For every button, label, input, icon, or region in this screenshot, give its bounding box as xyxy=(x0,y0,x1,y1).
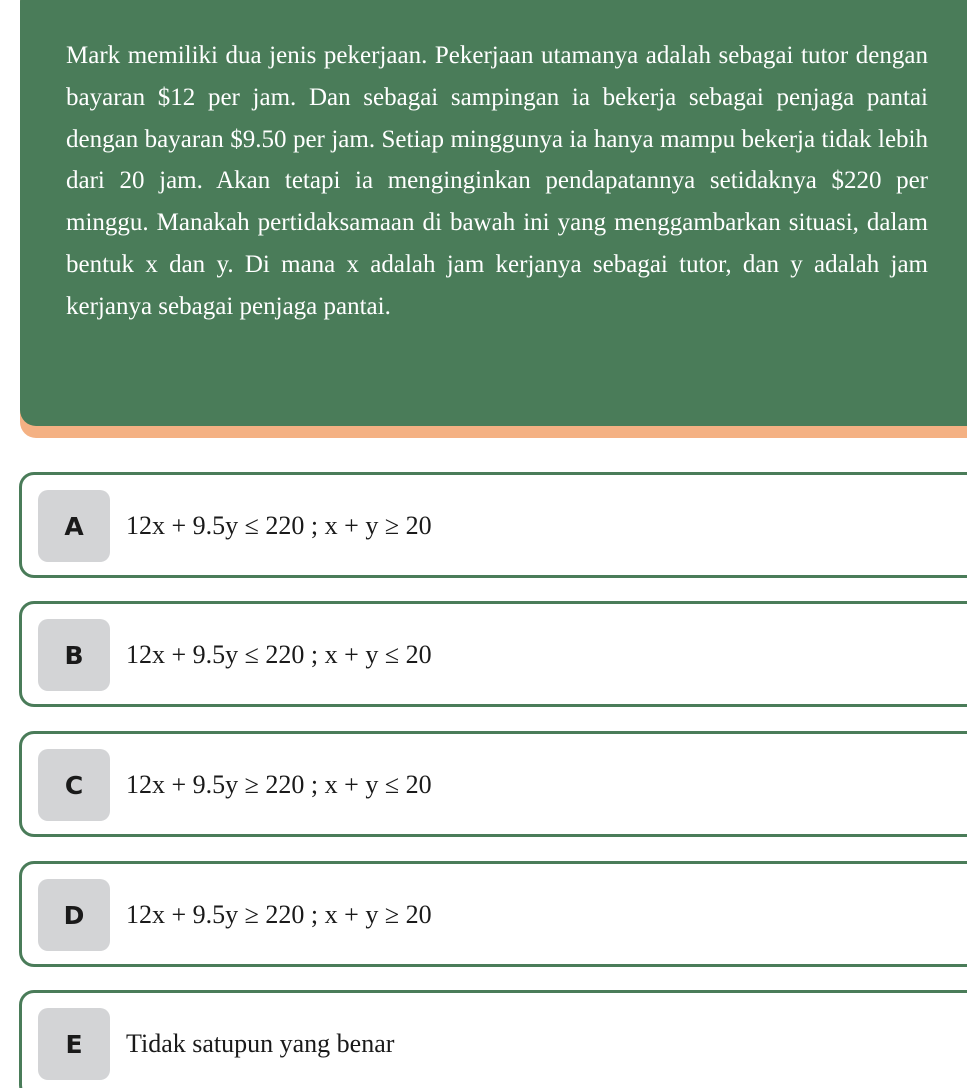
option-d[interactable] xyxy=(19,861,967,967)
option-c[interactable] xyxy=(19,731,967,837)
option-text: 12x + 9.5y ≤ 220 ; x + y ≤ 20 xyxy=(126,640,432,669)
option-b[interactable] xyxy=(19,601,967,707)
option-text: Tidak satupun yang benar xyxy=(126,1029,395,1058)
option-text: 12x + 9.5y ≤ 220 ; x + y ≥ 20 xyxy=(126,511,432,540)
option-letter: E xyxy=(38,1008,110,1080)
option-letter: D xyxy=(38,879,110,951)
option-letter: A xyxy=(38,490,110,562)
option-a[interactable] xyxy=(19,472,967,578)
question-text: Mark memiliki dua jenis pekerjaan. Pekerjaan utamanya adalah sebagai tutor dengan bayaran $12 per jam. Dan sebagai sampingan ia bekerja sebagai penjaga pantai dengan bayaran $9.50 per jam. Setiap minggunya ia hanya mampu bekerja tidak lebih dari 20 jam. Akan tetapi ia menginginkan pendapatannya setidaknya $220 per minggu. Manakah pertidaksamaan di bawah ini yang menggambarkan situasi, dalam bentuk x dan y. Di mana x adalah jam kerjanya sebagai tutor, dan y adalah jam kerjanya sebagai penjaga pantai. xyxy=(66,42,928,320)
option-e[interactable] xyxy=(19,990,967,1088)
option-letter: C xyxy=(38,749,110,821)
option-text: 12x + 9.5y ≥ 220 ; x + y ≤ 20 xyxy=(126,770,432,799)
option-text: 12x + 9.5y ≥ 220 ; x + y ≥ 20 xyxy=(126,900,432,929)
option-letter: B xyxy=(38,619,110,691)
question-card xyxy=(20,0,967,426)
